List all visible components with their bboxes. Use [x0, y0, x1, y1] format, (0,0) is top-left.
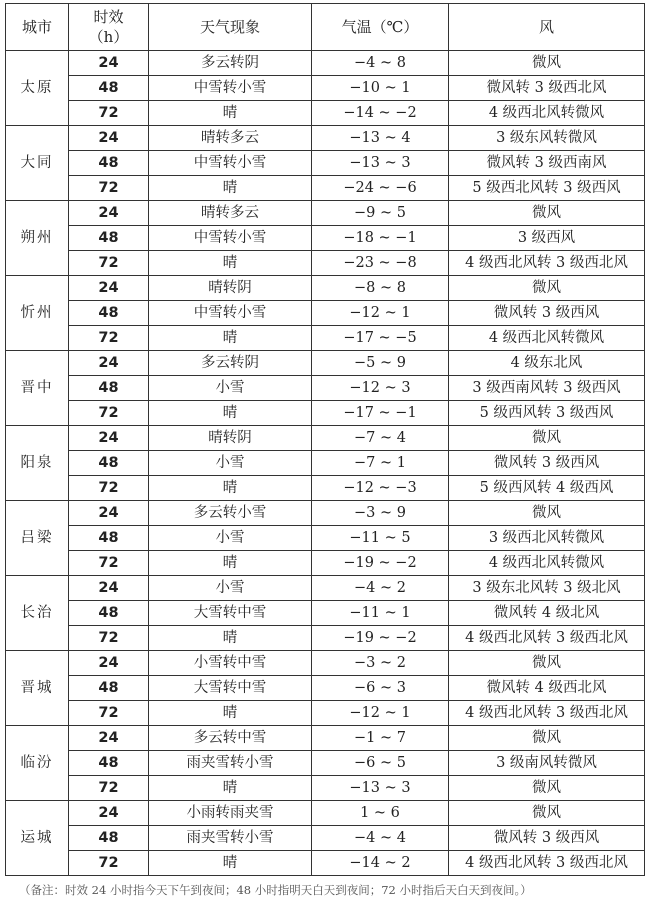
table-row	[6, 476, 645, 501]
forecast-hours: 24	[69, 51, 149, 76]
wind-description: 微风	[449, 51, 645, 76]
temperature-range: −18 ~ −1	[312, 226, 449, 251]
city-name: 长治	[6, 576, 69, 651]
temperature-range: −10 ~ 1	[312, 76, 449, 101]
forecast-hours: 72	[69, 326, 149, 351]
forecast-hours: 48	[69, 601, 149, 626]
wind-description: 3 级东风转微风	[449, 126, 645, 151]
temperature-range: −17 ~ −1	[312, 401, 449, 426]
wind-description: 微风	[449, 201, 645, 226]
table-row	[6, 151, 645, 176]
header-temperature: 气温（℃）	[312, 4, 449, 51]
table-row	[6, 501, 645, 526]
city-name: 朔州	[6, 201, 69, 276]
footnote: （备注：时效 24 小时指今天下午到夜间；48 小时指明天白天到夜间；72 小时指后天白天到夜间。）	[19, 883, 532, 897]
temperature-range: −13 ~ 3	[312, 776, 449, 801]
wind-description: 3 级西风	[449, 226, 645, 251]
forecast-hours: 72	[69, 401, 149, 426]
temperature-range: −4 ~ 2	[312, 576, 449, 601]
header-row	[6, 4, 645, 51]
header-time-line2: （h）	[88, 28, 129, 46]
weather-condition: 晴	[149, 776, 312, 801]
weather-condition: 中雪转小雪	[149, 151, 312, 176]
forecast-hours: 48	[69, 451, 149, 476]
wind-description: 4 级西北风转 3 级西北风	[449, 701, 645, 726]
temperature-range: −1 ~ 7	[312, 726, 449, 751]
weather-condition: 晴转阴	[149, 426, 312, 451]
header-wind: 风	[449, 4, 645, 51]
wind-description: 微风转 3 级西南风	[449, 151, 645, 176]
table-row	[6, 626, 645, 651]
table-row	[6, 276, 645, 301]
city-name: 太原	[6, 51, 69, 126]
table-row	[6, 751, 645, 776]
weather-condition: 晴	[149, 551, 312, 576]
table-row	[6, 601, 645, 626]
forecast-hours: 72	[69, 551, 149, 576]
forecast-hours: 72	[69, 776, 149, 801]
table-row	[6, 826, 645, 851]
temperature-range: −5 ~ 9	[312, 351, 449, 376]
weather-condition: 晴	[149, 626, 312, 651]
table-row	[6, 176, 645, 201]
forecast-hours: 72	[69, 701, 149, 726]
temperature-range: −11 ~ 5	[312, 526, 449, 551]
temperature-range: −12 ~ 1	[312, 701, 449, 726]
wind-description: 4 级西北风转微风	[449, 101, 645, 126]
temperature-range: −12 ~ 1	[312, 301, 449, 326]
weather-condition: 中雪转小雪	[149, 301, 312, 326]
table-row	[6, 551, 645, 576]
table-row	[6, 301, 645, 326]
weather-condition: 小雪	[149, 451, 312, 476]
wind-description: 微风转 4 级北风	[449, 601, 645, 626]
forecast-hours: 24	[69, 351, 149, 376]
weather-condition: 晴	[149, 476, 312, 501]
wind-description: 微风转 3 级西风	[449, 451, 645, 476]
weather-condition: 小雪	[149, 376, 312, 401]
weather-condition: 晴	[149, 176, 312, 201]
weather-condition: 多云转阴	[149, 351, 312, 376]
table-row	[6, 726, 645, 751]
forecast-table	[5, 3, 645, 876]
temperature-range: −19 ~ −2	[312, 551, 449, 576]
forecast-hours: 48	[69, 751, 149, 776]
wind-description: 3 级西北风转微风	[449, 526, 645, 551]
temperature-range: −12 ~ −3	[312, 476, 449, 501]
table-row	[6, 351, 645, 376]
weather-condition: 晴	[149, 101, 312, 126]
wind-description: 3 级南风转微风	[449, 751, 645, 776]
weather-condition: 晴	[149, 701, 312, 726]
temperature-range: −17 ~ −5	[312, 326, 449, 351]
weather-condition: 中雪转小雪	[149, 226, 312, 251]
wind-description: 微风转 3 级西北风	[449, 76, 645, 101]
wind-description: 微风	[449, 801, 645, 826]
weather-condition: 雨夹雪转小雪	[149, 826, 312, 851]
forecast-hours: 48	[69, 76, 149, 101]
temperature-range: −7 ~ 1	[312, 451, 449, 476]
table-row	[6, 801, 645, 826]
weather-condition: 雨夹雪转小雪	[149, 751, 312, 776]
header-weather: 天气现象	[149, 4, 312, 51]
forecast-hours: 24	[69, 576, 149, 601]
wind-description: 4 级西北风转微风	[449, 551, 645, 576]
weather-condition: 小雪转中雪	[149, 651, 312, 676]
table-row	[6, 126, 645, 151]
table-row	[6, 776, 645, 801]
table-row	[6, 701, 645, 726]
forecast-hours: 48	[69, 676, 149, 701]
temperature-range: −11 ~ 1	[312, 601, 449, 626]
wind-description: 微风转 3 级西风	[449, 826, 645, 851]
table-row	[6, 376, 645, 401]
temperature-range: −14 ~ 2	[312, 851, 449, 876]
table-row	[6, 401, 645, 426]
temperature-range: −3 ~ 9	[312, 501, 449, 526]
wind-description: 微风	[449, 276, 645, 301]
weather-condition: 晴	[149, 251, 312, 276]
temperature-range: −13 ~ 3	[312, 151, 449, 176]
forecast-hours: 72	[69, 851, 149, 876]
weather-condition: 小雪	[149, 576, 312, 601]
wind-description: 微风	[449, 726, 645, 751]
wind-description: 4 级西北风转 3 级西北风	[449, 626, 645, 651]
forecast-hours: 48	[69, 826, 149, 851]
forecast-hours: 24	[69, 201, 149, 226]
table-row	[6, 76, 645, 101]
weather-condition: 晴	[149, 326, 312, 351]
forecast-body	[6, 51, 645, 876]
header-city: 城市	[6, 4, 69, 51]
wind-description: 4 级西北风转 3 级西北风	[449, 251, 645, 276]
wind-description: 4 级东北风	[449, 351, 645, 376]
forecast-hours: 48	[69, 151, 149, 176]
weather-condition: 晴	[149, 851, 312, 876]
wind-description: 4 级西北风转 3 级西北风	[449, 851, 645, 876]
table-row	[6, 201, 645, 226]
table-row	[6, 651, 645, 676]
weather-condition: 大雪转中雪	[149, 601, 312, 626]
temperature-range: −9 ~ 5	[312, 201, 449, 226]
forecast-hours: 24	[69, 726, 149, 751]
wind-description: 微风	[449, 426, 645, 451]
header-time	[69, 4, 149, 51]
temperature-range: −24 ~ −6	[312, 176, 449, 201]
temperature-range: −8 ~ 8	[312, 276, 449, 301]
weather-condition: 晴转阴	[149, 276, 312, 301]
temperature-range: 1 ~ 6	[312, 801, 449, 826]
temperature-range: −4 ~ 4	[312, 826, 449, 851]
table-row	[6, 51, 645, 76]
temperature-range: −13 ~ 4	[312, 126, 449, 151]
wind-description: 4 级西北风转微风	[449, 326, 645, 351]
table-row	[6, 451, 645, 476]
table-row	[6, 226, 645, 251]
forecast-hours: 24	[69, 276, 149, 301]
city-name: 大同	[6, 126, 69, 201]
weather-condition: 小雨转雨夹雪	[149, 801, 312, 826]
weather-condition: 多云转阴	[149, 51, 312, 76]
wind-description: 微风	[449, 776, 645, 801]
forecast-hours: 48	[69, 301, 149, 326]
weather-condition: 晴转多云	[149, 201, 312, 226]
temperature-range: −19 ~ −2	[312, 626, 449, 651]
weather-condition: 中雪转小雪	[149, 76, 312, 101]
forecast-hours: 72	[69, 101, 149, 126]
table-row	[6, 251, 645, 276]
table-row	[6, 426, 645, 451]
table-row	[6, 576, 645, 601]
forecast-hours: 72	[69, 476, 149, 501]
temperature-range: −4 ~ 8	[312, 51, 449, 76]
city-name: 晋城	[6, 651, 69, 726]
wind-description: 微风	[449, 651, 645, 676]
table-row	[6, 326, 645, 351]
forecast-hours: 24	[69, 801, 149, 826]
table-row	[6, 676, 645, 701]
wind-description: 5 级西风转 3 级西风	[449, 401, 645, 426]
weather-condition: 晴转多云	[149, 126, 312, 151]
forecast-hours: 24	[69, 651, 149, 676]
forecast-hours: 24	[69, 126, 149, 151]
forecast-hours: 72	[69, 251, 149, 276]
city-name: 阳泉	[6, 426, 69, 501]
weather-condition: 晴	[149, 401, 312, 426]
wind-description: 微风转 4 级西北风	[449, 676, 645, 701]
temperature-range: −3 ~ 2	[312, 651, 449, 676]
weather-condition: 小雪	[149, 526, 312, 551]
forecast-container	[5, 3, 644, 898]
city-name: 临汾	[6, 726, 69, 801]
wind-description: 3 级东北风转 3 级北风	[449, 576, 645, 601]
wind-description: 5 级西北风转 3 级西风	[449, 176, 645, 201]
table-row	[6, 526, 645, 551]
wind-description: 微风	[449, 501, 645, 526]
temperature-range: −14 ~ −2	[312, 101, 449, 126]
weather-condition: 多云转中雪	[149, 726, 312, 751]
forecast-hours: 24	[69, 501, 149, 526]
forecast-hours: 72	[69, 626, 149, 651]
city-name: 忻州	[6, 276, 69, 351]
wind-description: 微风转 3 级西风	[449, 301, 645, 326]
forecast-hours: 48	[69, 526, 149, 551]
temperature-range: −6 ~ 3	[312, 676, 449, 701]
city-name: 吕梁	[6, 501, 69, 576]
wind-description: 5 级西风转 4 级西风	[449, 476, 645, 501]
temperature-range: −12 ~ 3	[312, 376, 449, 401]
table-row	[6, 101, 645, 126]
forecast-hours: 48	[69, 376, 149, 401]
temperature-range: −23 ~ −8	[312, 251, 449, 276]
city-name: 运城	[6, 801, 69, 876]
forecast-hours: 24	[69, 426, 149, 451]
weather-condition: 多云转小雪	[149, 501, 312, 526]
header-time-line1: 时效	[93, 8, 124, 26]
temperature-range: −6 ~ 5	[312, 751, 449, 776]
forecast-hours: 72	[69, 176, 149, 201]
forecast-hours: 48	[69, 226, 149, 251]
temperature-range: −7 ~ 4	[312, 426, 449, 451]
table-row	[6, 851, 645, 876]
weather-condition: 大雪转中雪	[149, 676, 312, 701]
city-name: 晋中	[6, 351, 69, 426]
wind-description: 3 级西南风转 3 级西风	[449, 376, 645, 401]
